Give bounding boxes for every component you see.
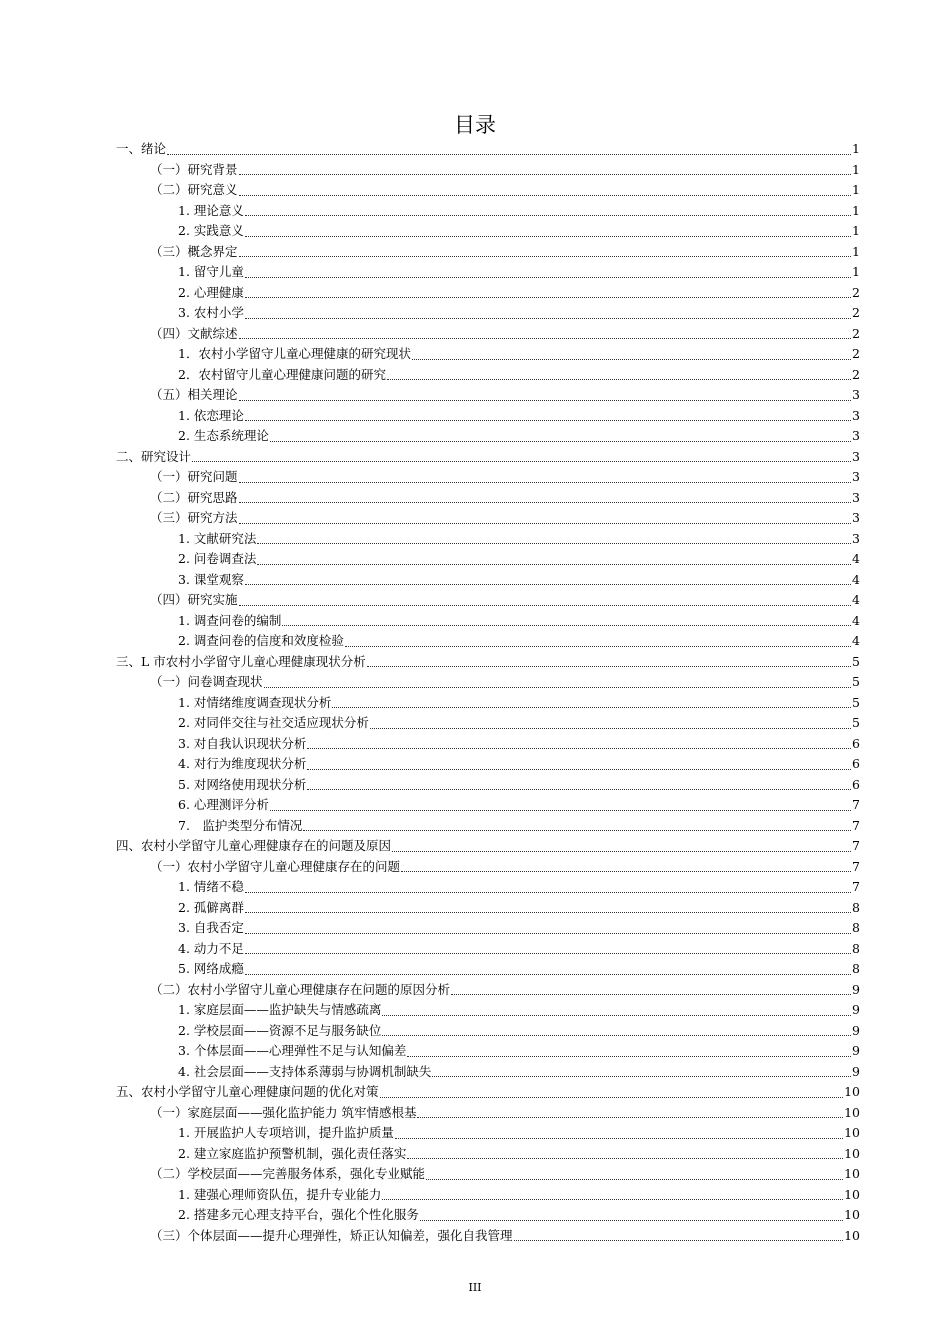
toc-entry-level-3[interactable] [116,693,860,714]
dot-leader [307,747,851,749]
dot-leader [407,1157,843,1159]
toc-entry-title: 5. 对网络使用现状分析 [178,776,307,792]
toc-entry-level-2[interactable] [116,467,860,488]
toc-entry-page-number: 2 [852,325,860,341]
toc-entry-level-3[interactable] [116,1041,860,1062]
toc-entry-title: 2. 问卷调查法 [178,551,257,566]
toc-entry-page-number: 1 [852,223,860,238]
toc-entry-page-number: 4 [852,612,860,628]
toc-entry-title: （三）个体层面——提升心理弹性，矫正认知偏差，强化自我管理 [150,1227,513,1243]
toc-entry-level-2[interactable] [116,1103,860,1124]
toc-entry-title: 1. 开展监护人专项培训，提升监护质量 [178,1125,394,1140]
toc-entry-level-2[interactable] [116,324,860,345]
toc-entry-level-2[interactable] [116,980,860,1001]
toc-entry-level-3[interactable] [116,1000,860,1021]
toc-entry-level-3[interactable] [116,959,860,980]
toc-entry-page-number: 10 [844,1145,860,1161]
dot-leader [239,501,851,503]
toc-entry-level-3[interactable] [116,303,860,324]
dot-leader [264,686,851,688]
toc-entry-level-3[interactable] [116,406,860,427]
toc-entry-level-3[interactable] [116,570,860,591]
toc-entry-page-number: 5 [852,715,860,730]
toc-entry-level-3[interactable] [116,734,860,755]
toc-entry-page-number: 9 [852,1043,860,1058]
toc-entry-title: （一）问卷调查现状 [150,674,263,689]
toc-entry-title: 1. 理论意义 [178,202,244,218]
toc-entry-page-number: 2 [852,346,860,361]
toc-entry-level-2[interactable] [116,488,860,509]
toc-entry-page-number: 10 [844,1207,860,1222]
dot-leader [401,870,851,872]
toc-entry-page-number: 1 [852,182,860,197]
toc-entry-title: 4. 动力不足 [178,940,244,956]
toc-entry-level-3[interactable] [116,344,860,365]
toc-entry-level-2[interactable] [116,242,860,263]
toc-entry-page-number: 1 [852,141,860,156]
dot-leader [239,604,851,606]
dot-leader [382,1034,851,1036]
dot-leader [382,1014,851,1016]
toc-entry-title: （二）研究思路 [150,489,238,505]
dot-leader [245,891,851,893]
toc-entry-level-3[interactable] [116,775,860,796]
dot-leader [514,1239,844,1241]
toc-entry-title: （一）家庭层面——强化监护能力 筑牢情感根基 [150,1104,417,1120]
toc-entry-page-number: 4 [852,571,860,587]
toc-entry-title: 1. 对情绪维度调查现状分析 [178,694,332,710]
dot-leader [395,1137,843,1139]
toc-entry-level-1[interactable] [116,447,860,468]
toc-entry-level-3[interactable] [116,262,860,283]
toc-entry-title: 3. 对自我认识现状分析 [178,735,307,751]
toc-entry-page-number: 8 [852,961,860,976]
toc-entry-title: 1．农村小学留守儿童心理健康的研究现状 [178,346,411,361]
toc-entry-level-3[interactable] [116,795,860,816]
toc-entry-level-3[interactable] [116,939,860,960]
toc-entry-level-2[interactable] [116,508,860,529]
toc-entry-title: 2. 对同伴交往与社交适应现状分析 [178,715,369,730]
dot-leader [380,1096,844,1098]
dot-leader [239,194,851,196]
dot-leader [167,153,851,155]
toc-entry-title: 3. 自我否定 [178,920,244,935]
toc-entry-level-2[interactable] [116,1164,860,1185]
dot-leader [345,645,851,647]
dot-leader [239,481,851,483]
toc-entry-page-number: 4 [852,633,860,648]
dot-leader [412,358,851,360]
toc-entry-page-number: 8 [852,899,860,915]
toc-entry-page-number: 7 [852,879,860,894]
toc-entry-level-3[interactable] [116,529,860,550]
dot-leader [245,952,851,954]
toc-entry-title: （一）研究问题 [150,469,238,484]
toc-entry-page-number: 10 [844,1227,860,1243]
toc-entry-page-number: 9 [852,1002,860,1017]
page-number: III [468,1281,482,1294]
toc-entry-page-number: 4 [852,551,860,566]
toc-entry-page-number: 3 [852,387,860,402]
dot-leader [367,665,851,667]
toc-entry-page-number: 1 [852,243,860,259]
toc-entry-page-number: 10 [844,1186,860,1202]
toc-entry-page-number: 3 [852,469,860,484]
dot-leader [192,460,851,462]
toc-entry-level-3[interactable] [116,221,860,242]
dot-leader [245,583,851,585]
toc-entry-title: 5. 网络成瘾 [178,961,244,976]
toc-entry-level-3[interactable] [116,365,860,386]
toc-entry-title: 1. 依恋理论 [178,407,244,423]
toc-entry-level-3[interactable] [116,1185,860,1206]
toc-entry-title: 1. 建强心理师资队伍，提升专业能力 [178,1186,382,1202]
toc-entry-title: 4. 对行为维度现状分析 [178,756,307,771]
dot-leader [245,214,851,216]
toc-entry-level-3[interactable] [116,898,860,919]
toc-entry-page-number: 4 [852,592,860,607]
toc-entry-level-3[interactable] [116,1021,860,1042]
toc-entry-page-number: 2 [852,305,860,320]
toc-entry-title: 3. 个体层面——心理弹性不足与认知偏差 [178,1043,407,1058]
dot-leader [239,255,851,257]
toc-entry-page-number: 3 [852,489,860,505]
toc-entry-page-number: 9 [852,981,860,997]
dot-leader [382,1198,843,1200]
toc-entry-title: 1. 留守儿童 [178,264,244,279]
toc-entry-title: 四、农村小学留守儿童心理健康存在的问题及原因 [116,838,392,853]
dot-leader [245,235,851,237]
toc-entry-title: 3. 课堂观察 [178,571,244,587]
toc-entry-page-number: 5 [852,674,860,689]
dot-leader [387,378,851,380]
dot-leader [451,993,851,995]
dot-leader [420,1219,843,1221]
toc-entry-page-number: 2 [852,284,860,300]
dot-leader [417,1116,843,1118]
toc-entry-page-number: 7 [852,797,860,812]
toc-entry-title: （一）研究背景 [150,161,238,177]
toc-entry-title: （三）概念界定 [150,243,238,259]
toc-entry-level-2[interactable] [116,857,860,878]
toc-entry-title: （一）农村小学留守儿童心理健康存在的问题 [150,858,401,874]
dot-leader [307,768,851,770]
toc-entry-page-number: 7 [852,838,860,853]
toc-entry-level-3[interactable] [116,754,860,775]
dot-leader [307,788,851,790]
toc-entry-level-3[interactable] [116,549,860,570]
dot-leader [282,624,851,626]
toc-entry-level-2[interactable] [116,672,860,693]
toc-entry-title: （三）研究方法 [150,510,238,525]
dot-leader [303,829,851,831]
toc-entry-level-3[interactable] [116,283,860,304]
toc-entry-level-3[interactable] [116,816,860,837]
toc-entry-page-number: 5 [852,694,860,710]
toc-entry-page-number: 8 [852,940,860,956]
dot-leader [392,850,851,852]
toc-entry-page-number: 10 [844,1166,860,1181]
toc-entry-title: 1. 调查问卷的编制 [178,612,282,628]
toc-entry-title: （二）学校层面——完善服务体系，强化专业赋能 [150,1166,426,1181]
toc-entry-level-1[interactable] [116,836,860,857]
toc-entry-level-2[interactable] [116,590,860,611]
toc-entry-level-2[interactable] [116,1226,860,1247]
toc-entry-level-3[interactable] [116,918,860,939]
toc-entry-page-number: 3 [852,530,860,546]
toc-entry-page-number: 3 [852,407,860,423]
toc-entry-page-number: 9 [852,1063,860,1079]
toc-entry-page-number: 1 [852,264,860,279]
dot-leader [407,1055,851,1057]
toc-entry-title: 1. 文献研究法 [178,530,257,546]
toc-entry-page-number: 3 [852,510,860,525]
toc-entry-level-1[interactable] [116,139,860,160]
toc-entry-title: 2. 调查问卷的信度和效度检验 [178,633,344,648]
toc-entry-level-3[interactable] [116,426,860,447]
dot-leader [245,317,851,319]
toc-entry-title: 4. 社会层面——支持体系薄弱与协调机制缺失 [178,1063,432,1079]
toc-entry-title: 五、农村小学留守儿童心理健康问题的优化对策 [116,1084,379,1099]
toc-entry-title: （二）研究意义 [150,182,238,197]
dot-leader [245,932,851,934]
toc-entry-page-number: 3 [852,448,860,464]
toc-entry-title: 1. 家庭层面——监护缺失与情感疏离 [178,1002,382,1017]
toc-entry-title: 3. 农村小学 [178,305,244,320]
toc-entry-title: （四）研究实施 [150,592,238,607]
toc-entry-level-2[interactable] [116,180,860,201]
toc-entry-level-1[interactable] [116,652,860,673]
toc-entry-page-number: 10 [844,1125,860,1140]
dot-leader [245,419,851,421]
toc-entry-level-3[interactable] [116,877,860,898]
toc-entry-title: （二）农村小学留守儿童心理健康存在问题的原因分析 [150,981,451,997]
dot-leader [245,973,851,975]
toc-entry-page-number: 10 [844,1084,860,1099]
toc-entry-level-3[interactable] [116,201,860,222]
toc-entry-title: 2. 实践意义 [178,223,244,238]
toc-entry-level-2[interactable] [116,385,860,406]
dot-leader [257,542,851,544]
toc-entry-page-number: 2 [852,366,860,382]
toc-entry-level-3[interactable] [116,1205,860,1226]
dot-leader [270,440,851,442]
dot-leader [432,1075,851,1077]
toc-entry-title: 2. 心理健康 [178,284,244,300]
dot-leader [270,809,851,811]
toc-entry-page-number: 9 [852,1022,860,1038]
toc-entry-page-number: 6 [852,756,860,771]
toc-entry-title: 2. 孤僻离群 [178,899,244,915]
dot-leader [332,706,851,708]
toc-entry-page-number: 10 [844,1104,860,1120]
toc-entry-title: 7. 监护类型分布情况 [178,817,303,833]
toc-entry-title: （四）文献综述 [150,325,238,341]
dot-leader [245,296,851,298]
toc-entry-page-number: 6 [852,735,860,751]
toc-entry-level-2[interactable] [116,160,860,181]
toc-entry-title: 1. 情绪不稳 [178,879,244,894]
toc-entry-level-3[interactable] [116,611,860,632]
toc-entry-title: 2．农村留守儿童心理健康问题的研究 [178,366,386,382]
toc-entry-page-number: 7 [852,817,860,833]
toc-entry-page-number: 3 [852,428,860,443]
toc-entry-title: 6. 心理测评分析 [178,797,269,812]
toc-entry-title: 二、研究设计 [116,448,192,464]
dot-leader [245,276,851,278]
toc-entry-level-3[interactable] [116,713,860,734]
toc-entry-page-number: 1 [852,202,860,218]
toc-entry-page-number: 6 [852,776,860,792]
toc-entry-title: 2. 学校层面——资源不足与服务缺位 [178,1022,382,1038]
dot-leader [245,911,851,913]
toc-entry-title: 2. 生态系统理论 [178,428,269,443]
toc-entry-level-3[interactable] [116,1144,860,1165]
toc-entry-level-3[interactable] [116,631,860,652]
toc-entry-page-number: 5 [852,653,860,669]
dot-leader [239,337,851,339]
toc-entry-title: 2. 搭建多元心理支持平台，强化个性化服务 [178,1207,419,1222]
toc-entry-title: 三、L 市农村小学留守儿童心理健康现状分析 [116,653,366,669]
dot-leader [239,522,851,524]
dot-leader [239,173,851,175]
page-title: 目录 [454,113,496,137]
toc-entry-title: 2. 建立家庭监护预警机制，强化责任落实 [178,1145,407,1161]
toc-entry-page-number: 8 [852,920,860,935]
toc-entry-level-3[interactable] [116,1062,860,1083]
dot-leader [257,563,851,565]
table-of-contents [116,139,860,1246]
dot-leader [370,727,851,729]
toc-entry-title: 一、绪论 [116,141,167,156]
toc-entry-page-number: 7 [852,858,860,874]
toc-entry-level-1[interactable] [116,1082,860,1103]
toc-entry-level-3[interactable] [116,1123,860,1144]
dot-leader [239,399,851,401]
dot-leader [426,1178,843,1180]
toc-entry-title: （五）相关理论 [150,387,238,402]
toc-entry-page-number: 1 [852,161,860,177]
